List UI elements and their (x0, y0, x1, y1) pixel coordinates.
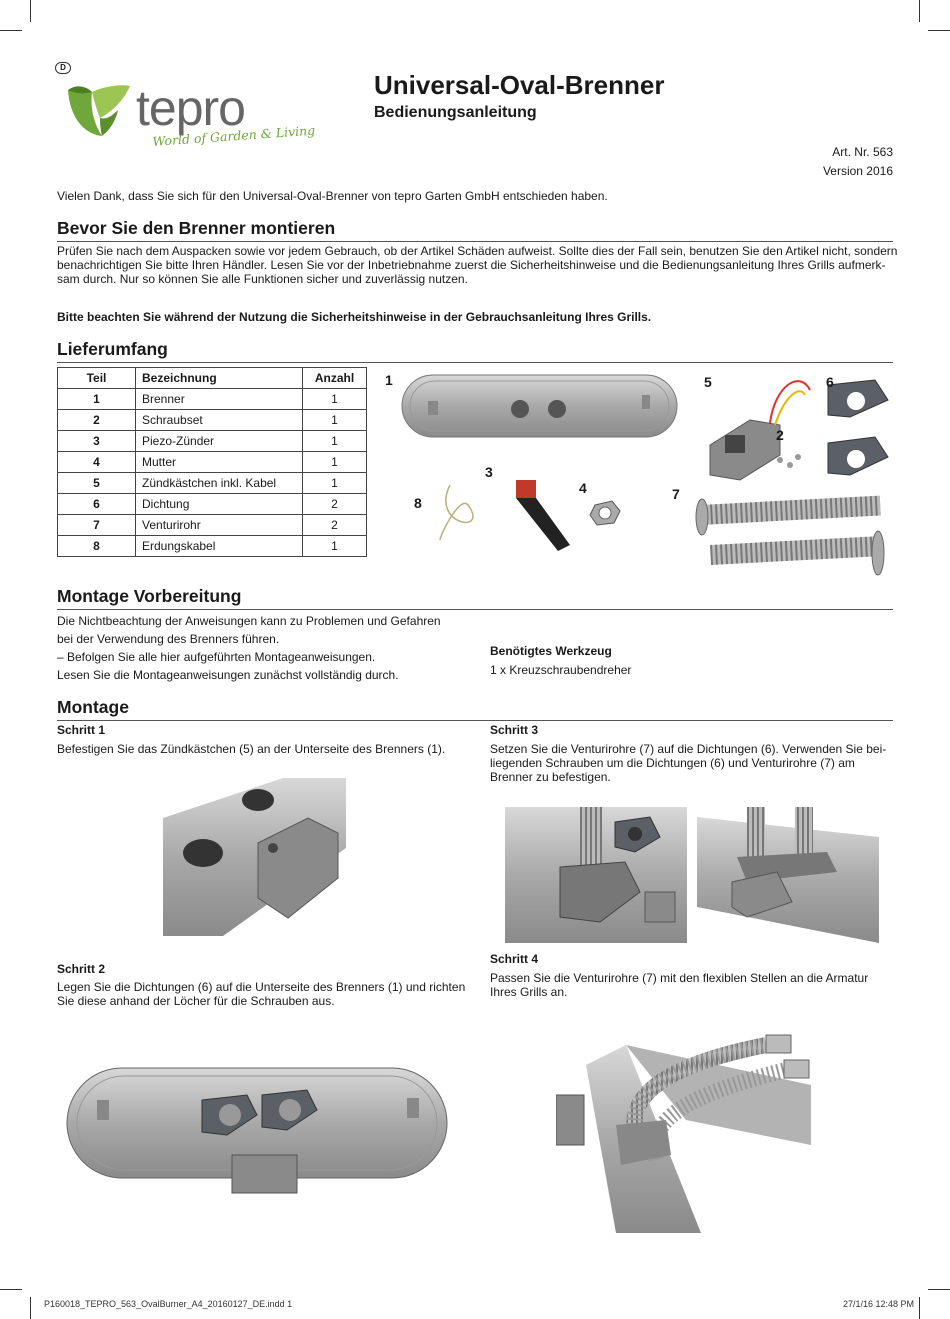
table-cell: 1 (303, 473, 367, 494)
table-header-row (58, 368, 367, 389)
crop-mark (30, 1297, 31, 1319)
crop-mark (919, 0, 920, 22)
crop-mark (928, 1289, 950, 1290)
table-cell: Venturirohr (136, 515, 303, 536)
section-heading: Montage Vorbereitung (57, 586, 893, 610)
paragraph-line: Lesen Sie die Montageanweisungen zunächst vollständig durch. (57, 668, 399, 682)
paragraph-line: Die Nichtbeachtung der Anweisungen kann zu Problemen und Gefahren (57, 614, 441, 628)
crop-mark (928, 30, 950, 31)
tools-text: 1 x Kreuzschraubendreher (490, 663, 632, 677)
crop-mark (0, 30, 22, 31)
table-cell: 1 (303, 536, 367, 557)
photo-label: 5 (704, 374, 712, 390)
table-cell: 6 (58, 494, 136, 515)
step-text: Sie diese anhand der Löcher für die Schrauben aus. (57, 994, 335, 1008)
step-text: Brenner zu befestigen. (490, 770, 611, 784)
safety-note: Bitte beachten Sie während der Nutzung die Sicherheitshinweise in der Gebrauchsanleitung Ihres Grills. (57, 310, 652, 324)
table-row (58, 431, 367, 452)
table-cell: 1 (303, 431, 367, 452)
table-cell: 1 (303, 410, 367, 431)
crop-mark (0, 1289, 22, 1290)
section-heading: Bevor Sie den Brenner montieren (57, 218, 893, 242)
step1-photo (163, 778, 346, 936)
paragraph-line: – Befolgen Sie alle hier aufgeführten Montageanweisungen. (57, 650, 376, 664)
photo-label: 3 (485, 464, 493, 480)
photo-label: 1 (385, 372, 393, 388)
step-text: Befestigen Sie das Zündkästchen (5) an der Unterseite des Brenners (1). (57, 742, 446, 756)
footer-file: P160018_TEPRO_563_OvalBurner_A4_20160127_DE.indd 1 (44, 1299, 293, 1309)
version: Version 2016 (822, 164, 893, 178)
step-title: Schritt 3 (490, 723, 539, 737)
table-cell: 1 (303, 389, 367, 410)
step2-photo (62, 1060, 452, 1195)
parts-table (57, 367, 367, 557)
table-cell: 1 (303, 452, 367, 473)
paragraph-line: bei der Verwendung des Brenners führen. (57, 632, 280, 646)
paragraph-line: benachrichtigen Sie bitte Ihren Händler. Lesen Sie vor der Inbetriebnahme zuerst die Sicherheitshinweise und die Bedienungsanleitung Ihres Grills aufmerk- (57, 258, 886, 272)
step4-photo (556, 1025, 811, 1233)
step-title: Schritt 2 (57, 962, 106, 976)
table-cell: Erdungskabel (136, 536, 303, 557)
table-cell: Schraubset (136, 410, 303, 431)
table-row (58, 452, 367, 473)
photo-label: 2 (776, 427, 784, 443)
photo-label: 4 (579, 480, 587, 496)
parts-photo (380, 365, 895, 590)
step-title: Schritt 1 (57, 723, 106, 737)
table-row (58, 473, 367, 494)
step3-photo-b (697, 807, 879, 943)
paragraph-line: sam durch. Nur so können Sie alle Funktionen sicher und zuverlässig nutzen. (57, 272, 468, 286)
step3-photo-a (505, 807, 687, 943)
table-cell: 1 (58, 389, 136, 410)
table-row (58, 494, 367, 515)
table-cell: Mutter (136, 452, 303, 473)
column-header: Bezeichnung (136, 368, 303, 389)
section-heading: Montage (57, 697, 893, 721)
step-text: Passen Sie die Venturirohre (7) mit den flexiblen Stellen an die Armatur (490, 971, 869, 985)
step-text: liegenden Schrauben um die Dichtungen (6) und Venturirohre (7) am (490, 756, 855, 770)
table-row (58, 410, 367, 431)
article-number: Art. Nr. 563 (832, 145, 893, 159)
page-title: Universal-Oval-Brenner (374, 70, 665, 100)
paragraph-line: Prüfen Sie nach dem Auspacken sowie vor jedem Gebrauch, ob der Artikel Schäden aufweist. Sollte dies der Fall sein, benutzen Sie den Artikel nicht, sondern (57, 244, 898, 258)
table-cell: 2 (58, 410, 136, 431)
crop-mark (30, 0, 31, 22)
table-row (58, 515, 367, 536)
tools-heading: Benötigtes Werkzeug (490, 644, 612, 658)
table-cell: 8 (58, 536, 136, 557)
table-row (58, 536, 367, 557)
step-text: Setzen Sie die Venturirohre (7) auf die Dichtungen (6). Verwenden Sie bei- (490, 742, 887, 756)
footer-date: 27/1/16 12:48 PM (842, 1299, 914, 1309)
table-cell: Piezo-Zünder (136, 431, 303, 452)
crop-mark (919, 1297, 920, 1319)
table-cell: Zündkästchen inkl. Kabel (136, 473, 303, 494)
table-cell: 2 (303, 494, 367, 515)
table-cell: 4 (58, 452, 136, 473)
step-title: Schritt 4 (490, 952, 539, 966)
section-heading: Lieferumfang (57, 339, 893, 363)
brand-logo: tepro (136, 80, 245, 136)
step-text: Legen Sie die Dichtungen (6) auf die Unterseite des Brenners (1) und richten (57, 980, 466, 994)
column-header: Teil (58, 368, 136, 389)
tepro-leaf-icon (64, 78, 134, 140)
country-badge: D (55, 62, 71, 74)
intro-text: Vielen Dank, dass Sie sich für den Universal-Oval-Brenner von tepro Garten GmbH entschieden haben. (57, 189, 608, 203)
table-cell: Dichtung (136, 494, 303, 515)
table-cell: 3 (58, 431, 136, 452)
step-text: Ihres Grills an. (490, 985, 568, 999)
page-subtitle: Bedienungsanleitung (374, 104, 537, 121)
column-header: Anzahl (303, 368, 367, 389)
table-cell: 7 (58, 515, 136, 536)
photo-label: 8 (414, 495, 422, 511)
photo-label: 6 (826, 374, 834, 390)
brand-tagline: World of Garden & Living (152, 122, 316, 149)
table-cell: Brenner (136, 389, 303, 410)
table-row (58, 389, 367, 410)
table-cell: 5 (58, 473, 136, 494)
photo-label: 7 (672, 486, 680, 502)
table-cell: 2 (303, 515, 367, 536)
